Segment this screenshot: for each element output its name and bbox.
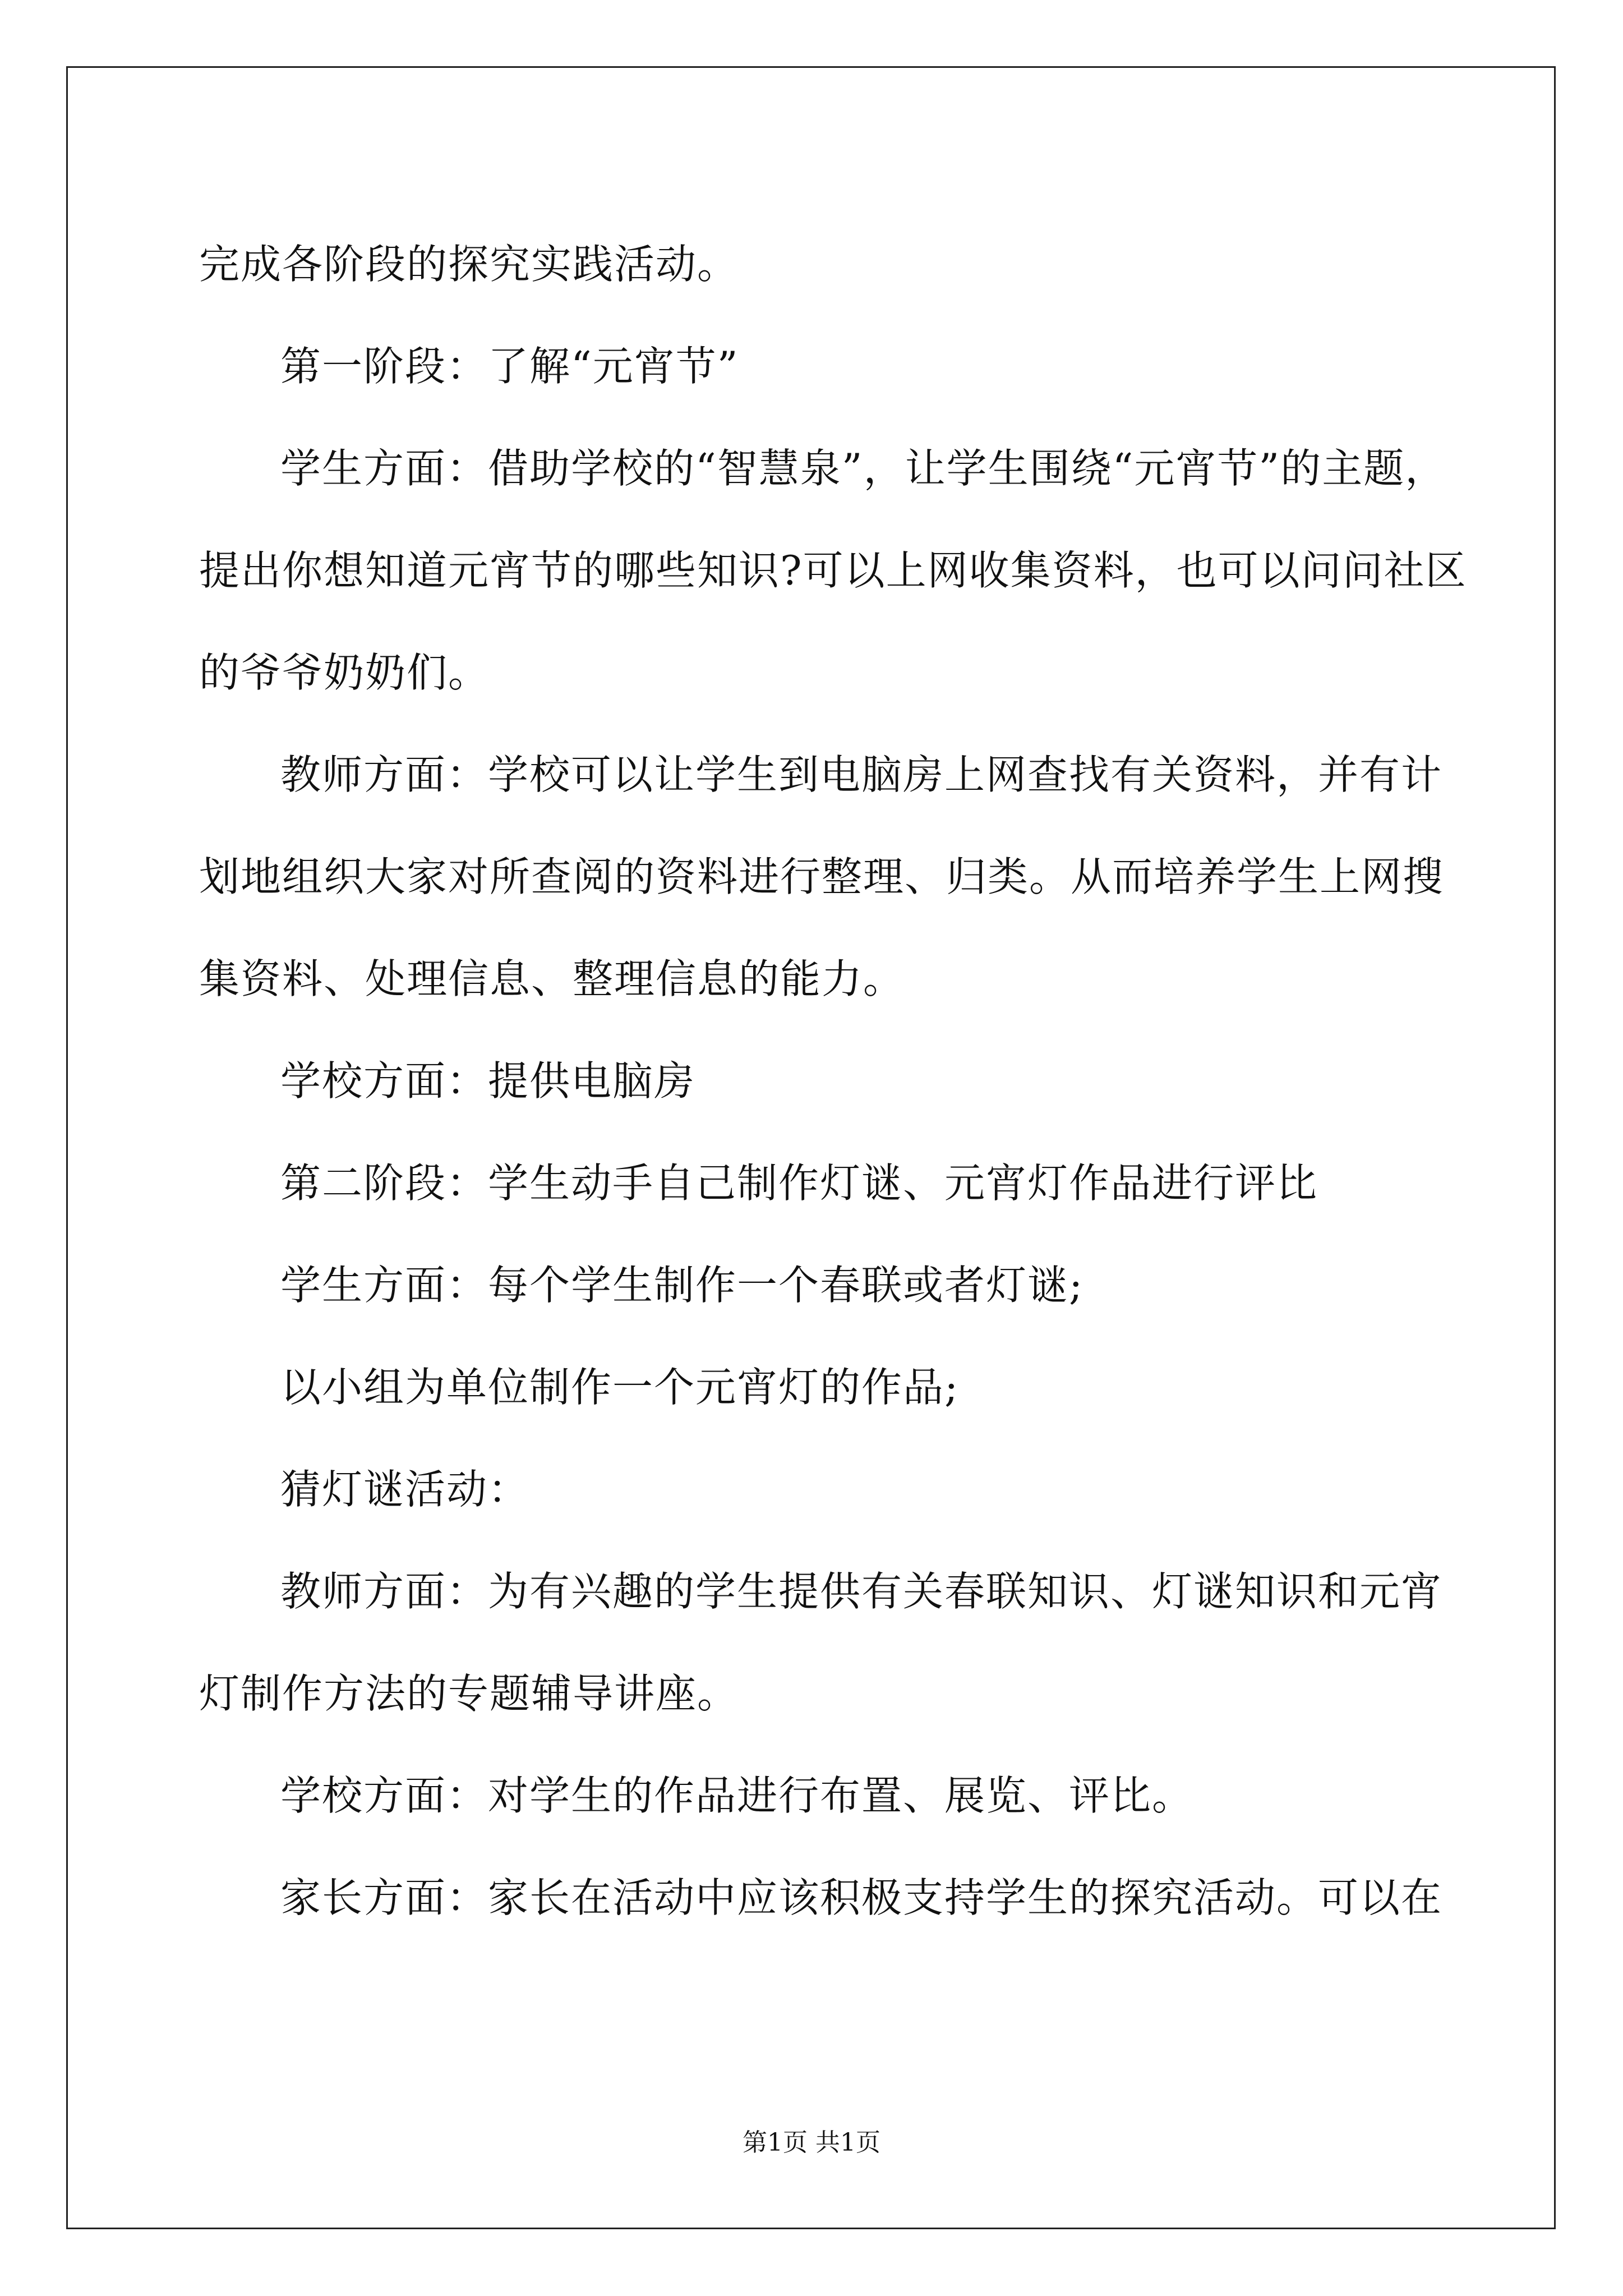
paragraph-line: 学校方面：提供电脑房 [280, 1057, 696, 1105]
page-footer: 第1页 共1页 [743, 2128, 880, 2157]
paragraph-line: 的爷爷奶奶们。 [199, 649, 490, 696]
paragraph-line: 第一阶段：了解“元宵节” [280, 343, 739, 390]
paragraph-line: 猜灯谜活动： [280, 1466, 530, 1513]
document-body [199, 213, 1467, 1949]
paragraph-line: 第二阶段：学生动手自己制作灯谜、元宵灯作品进行评比 [280, 1159, 1318, 1207]
paragraph-line: 完成各阶段的探究实践活动。 [199, 241, 739, 288]
paragraph-line: 划地组织大家对所查阅的资料进行整理、归类。从而培养学生上网搜 [199, 853, 1445, 900]
paragraph-line: 教师方面：学校可以让学生到电脑房上网查找有关资料，并有计 [280, 751, 1443, 798]
paragraph-line: 灯制作方法的专题辅导讲座。 [199, 1670, 739, 1717]
paragraph-line: 集资料、处理信息、整理信息的能力。 [199, 955, 905, 1002]
paragraph-line: 提出你想知道元宵节的哪些知识?可以上网收集资料，也可以问问社区 [199, 547, 1467, 594]
paragraph-line: 学生方面：每个学生制作一个春联或者灯谜; [280, 1262, 1084, 1309]
paragraph-line: 以小组为单位制作一个元宵灯的作品; [280, 1364, 960, 1411]
paragraph-line: 家长方面：家长在活动中应该积极支持学生的探究活动。可以在 [280, 1874, 1443, 1921]
paragraph-line: 学生方面：借助学校的“智慧泉”，让学生围绕“元宵节”的主题， [280, 445, 1447, 492]
paragraph-line: 学校方面：对学生的作品进行布置、展览、评比。 [280, 1772, 1194, 1819]
paragraph-line: 教师方面：为有兴趣的学生提供有关春联知识、灯谜知识和元宵 [280, 1568, 1443, 1615]
